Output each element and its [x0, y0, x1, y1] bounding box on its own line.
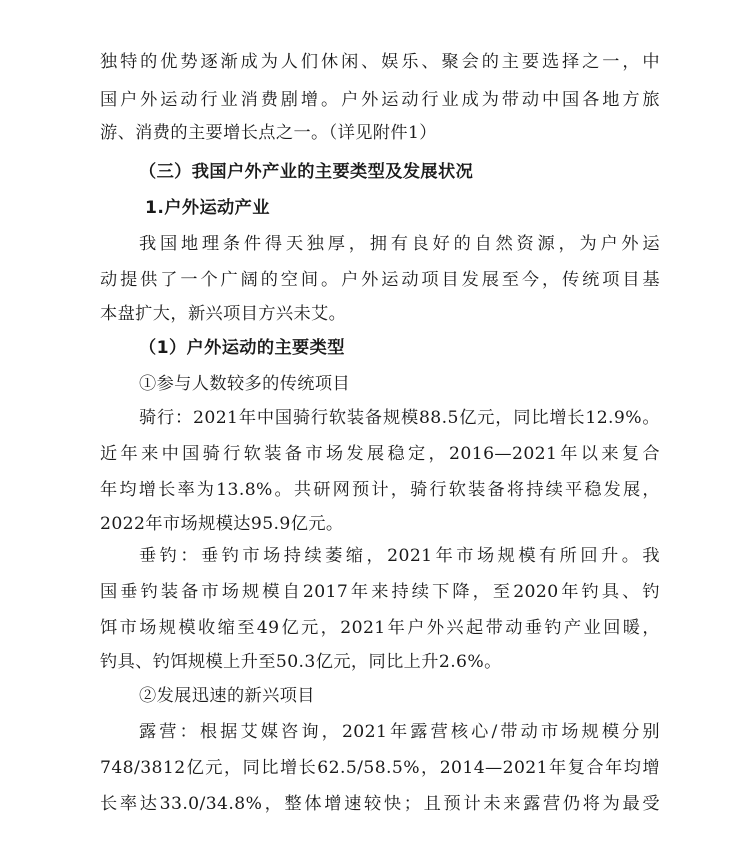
body-text-line: 年均增长率为13.8%。共研网预计，骑行软装备将持续平稳发展， [100, 480, 660, 500]
list-item-heading: ②发展迅速的新兴项目 [139, 686, 315, 706]
body-text-line: 国户外运动行业消费剧增。户外运动行业成为带动中国各地方旅 [100, 90, 660, 110]
body-text-line: 独特的优势逐渐成为人们休闲、娱乐、聚会的主要选择之一，中 [100, 52, 660, 72]
sub-subsection-heading: （1）户外运动的主要类型 [139, 338, 345, 358]
section-heading: （三）我国户外产业的主要类型及发展状况 [139, 162, 474, 182]
body-text-line: 2022年市场规模达95.9亿元。 [100, 514, 344, 534]
body-text-line: 骑行：2021年中国骑行软装备规模88.5亿元，同比增长12.9%。 [139, 408, 660, 428]
body-text-line: 我国地理条件得天独厚，拥有良好的自然资源，为户外运 [139, 234, 660, 254]
body-text-line: 饵市场规模收缩至49亿元，2021年户外兴起带动垂钓产业回暖， [100, 618, 660, 638]
body-text-line: 长率达33.0/34.8%，整体增速较快；且预计未来露营仍将为最受 [100, 794, 660, 814]
subsection-heading: 1.户外运动产业 [145, 198, 270, 218]
body-text-line: 本盘扩大，新兴项目方兴未艾。 [100, 304, 347, 324]
body-text-line: 钓具、钓饵规模上升至50.3亿元，同比上升2.6%。 [100, 652, 502, 672]
body-text-line: 游、消费的主要增长点之一。（详见附件1） [100, 123, 437, 143]
body-text-line: 露营：根据艾媒咨询，2021年露营核心/带动市场规模分别 [139, 722, 660, 742]
body-text-line: 动提供了一个广阔的空间。户外运动项目发展至今，传统项目基 [100, 270, 660, 290]
body-text-line: 近年来中国骑行软装备市场发展稳定，2016—2021年以来复合 [100, 444, 660, 464]
list-item-heading: ①参与人数较多的传统项目 [139, 374, 351, 394]
body-text-line: 748/3812亿元，同比增长62.5/58.5%，2014—2021年复合年均增 [100, 758, 660, 778]
body-text-line: 垂钓：垂钓市场持续萎缩，2021年市场规模有所回升。我 [139, 546, 660, 566]
body-text-line: 国垂钓装备市场规模自2017年来持续下降，至2020年钓具、钓 [100, 582, 660, 602]
